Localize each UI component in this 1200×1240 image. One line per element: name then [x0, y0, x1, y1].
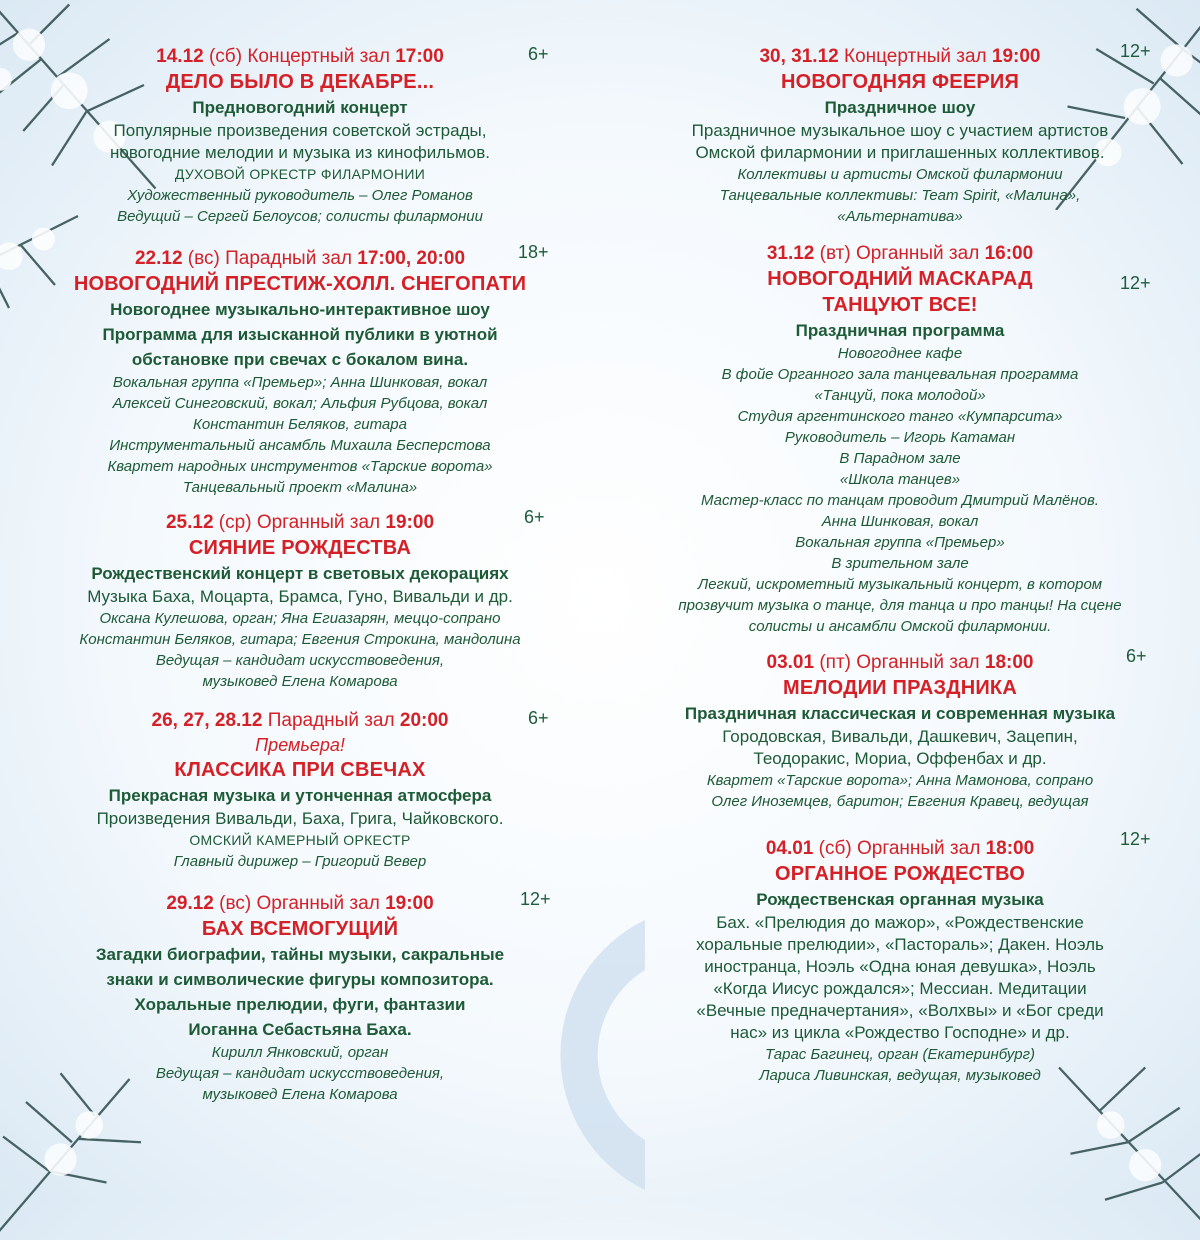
event-subtitle: обстановке при свечах с бокалом вина. [131, 350, 469, 369]
event-desc: «Когда Иисус рождался»; Мессиан. Медитации [713, 979, 1087, 998]
age-rating: 6+ [1126, 646, 1147, 666]
event-info: Алексей Синеговский, вокал; Альфия Рубцова, вокал [112, 395, 488, 412]
event-subtitle: Праздничная классическая и современная музыка [684, 704, 1116, 723]
event-desc: Теодоракис, Мориа, Оффенбах и др. [753, 749, 1047, 768]
event-info: Анна Шинковая, вокал [821, 513, 979, 530]
event-when: 31.12 (вт) Органный зал 16:00 [766, 243, 1034, 264]
event-subtitle: Предновогодний концерт [192, 98, 408, 117]
event-info: Ведущая – кандидат искусствоведения, [155, 1065, 445, 1082]
event-desc: «Вечные предначертания», «Волхвы» и «Бог среди [696, 1001, 1104, 1020]
event-info: «Альтернатива» [837, 208, 963, 225]
event-subtitle: Праздничное шоу [824, 98, 976, 117]
event-title: СИЯНИЕ РОЖДЕСТВА [188, 537, 412, 559]
event-when: 14.12 (сб) Концертный зал 17:00 [156, 46, 444, 67]
event-info: Тарас Багинец, орган (Екатеринбург) [764, 1046, 1036, 1063]
event-info: Новогоднее кафе [837, 345, 963, 362]
event-info: музыковед Елена Комарова [202, 1086, 398, 1103]
event-card [30, 708, 570, 872]
event-info: Мастер-класс по танцам проводит Дмитрий Малёнов. [701, 492, 1099, 509]
event-info: Художественный руководитель – Олег Романов [127, 187, 473, 204]
event-card [30, 44, 570, 227]
event-info: Константин Беляков, гитара [193, 416, 407, 433]
event-info: Олег Иноземцев, баритон; Евгения Кравец, ведущая [711, 793, 1089, 810]
event-info: Легкий, искрометный музыкальный концерт, в котором [697, 576, 1103, 593]
event-when: 22.12 (вс) Парадный зал 17:00, 20:00 [134, 248, 466, 269]
event-title: ОРГАННОЕ РОЖДЕСТВО [774, 863, 1026, 885]
event-info: прозвучит музыка о танце, для танца и про танцы! На сцене [678, 597, 1122, 614]
event-info: В зрительном зале [831, 555, 969, 572]
event-desc: новогодние мелодии и музыка из кинофильмов. [110, 143, 490, 162]
event-when: 25.12 (ср) Органный зал 19:00 [165, 512, 435, 533]
premiere-label: Премьера! [255, 735, 345, 755]
event-subtitle: Программа для изысканной публики в уютной [102, 325, 498, 344]
event-info: Руководитель – Игорь Катаман [784, 429, 1016, 446]
event-card [30, 891, 570, 1105]
event-desc: Популярные произведения советской эстрады, [113, 121, 487, 140]
event-info: Студия аргентинского танго «Кумпарсита» [737, 408, 1063, 425]
event-info: В Парадном зале [839, 450, 961, 467]
event-card [630, 829, 1170, 1086]
event-info: Константин Беляков, гитара; Евгения Строкина, мандолина [79, 631, 521, 648]
event-card [630, 646, 1170, 812]
event-title: НОВОГОДНИЙ МАСКАРАД [767, 268, 1033, 290]
event-subtitle: Хоральные прелюдии, фуги, фантазии [134, 995, 466, 1014]
event-when: 30, 31.12 Концертный зал 19:00 [759, 46, 1041, 67]
event-subtitle: Рождественский концерт в световых декорациях [91, 564, 509, 583]
age-rating: 6+ [524, 507, 545, 527]
event-info: В фойе Органного зала танцевальная программа [721, 366, 1079, 383]
event-info: Вокальная группа «Премьер»; Анна Шинковая, вокал [112, 374, 488, 391]
event-info: Инструментальный ансамбль Михаила Бесперстова [109, 437, 491, 454]
event-card [30, 507, 570, 692]
event-info: солисты и ансамбли Омской филармонии. [748, 618, 1052, 635]
event-subtitle: Рождественская органная музыка [756, 890, 1044, 909]
event-desc: Музыка Баха, Моцарта, Брамса, Гуно, Вивальди и др. [87, 587, 513, 606]
event-info: «Танцуй, пока молодой» [814, 387, 986, 404]
event-when: 29.12 (вс) Органный зал 19:00 [166, 893, 434, 914]
event-card [630, 41, 1170, 227]
event-desc: Праздничное музыкальное шоу с участием артистов [691, 121, 1109, 140]
age-rating: 6+ [528, 708, 549, 728]
event-info: «Школа танцев» [839, 471, 961, 488]
event-card [630, 241, 1170, 637]
event-subtitle: Загадки биографии, тайны музыки, сакральные [95, 945, 505, 964]
event-info: Танцевальный проект «Малина» [182, 479, 418, 496]
event-when: 03.01 (пт) Органный зал 18:00 [766, 652, 1034, 673]
event-info: Квартет народных инструментов «Тарские ворота» [107, 458, 493, 475]
event-title: НОВОГОДНИЙ ПРЕСТИЖ-ХОЛЛ. СНЕГОПАТИ [73, 273, 527, 295]
event-subtitle: Новогоднее музыкально-интерактивное шоу [110, 300, 490, 319]
event-desc: Произведения Вивальди, Баха, Грига, Чайковского. [96, 809, 504, 828]
event-info: Коллективы и артисты Омской филармонии [737, 166, 1063, 183]
event-title: ТАНЦУЮТ ВСЕ! [822, 294, 978, 316]
event-title: БАХ ВСЕМОГУЩИЙ [201, 918, 399, 940]
age-rating: 18+ [518, 242, 549, 262]
event-desc: иностранца, Ноэль «Одна юная девушка», Ноэль [704, 957, 1096, 976]
event-when: 04.01 (сб) Органный зал 18:00 [765, 838, 1035, 859]
event-subtitle: знаки и символические фигуры композитора. [106, 970, 494, 989]
event-info: Вокальная группа «Премьер» [795, 534, 1005, 551]
event-subtitle: Иоганна Себастьяна Баха. [188, 1020, 412, 1039]
age-rating: 12+ [1120, 273, 1151, 293]
event-desc: нас» из цикла «Рождество Господне» и др. [730, 1023, 1070, 1042]
age-rating: 6+ [528, 44, 549, 64]
event-when: 26, 27, 28.12 Парадный зал 20:00 [151, 710, 449, 731]
event-info: Лариса Ливинская, ведущая, музыковед [759, 1067, 1041, 1084]
event-info: Танцевальные коллективы: Team Spirit, «Малина», [719, 187, 1081, 204]
event-title: ДЕЛО БЫЛО В ДЕКАБРЕ... [165, 71, 435, 93]
event-info: музыковед Елена Комарова [202, 673, 398, 690]
age-rating: 12+ [1120, 41, 1151, 61]
event-subtitle: Прекрасная музыка и утонченная атмосфера [108, 786, 492, 805]
event-performer: ДУХОВОЙ ОРКЕСТР ФИЛАРМОНИИ [174, 166, 426, 182]
event-info: Квартет «Тарские ворота»; Анна Мамонова, сопрано [706, 772, 1094, 789]
event-subtitle: Праздничная программа [795, 321, 1005, 340]
age-rating: 12+ [520, 889, 551, 909]
event-info: Главный дирижер – Григорий Вевер [173, 853, 427, 870]
event-info: Оксана Кулешова, орган; Яна Егиазарян, меццо-сопрано [99, 610, 501, 627]
age-rating: 12+ [1120, 829, 1151, 849]
event-desc: Бах. «Прелюдия до мажор», «Рождественские [716, 913, 1084, 932]
event-info: Ведущая – кандидат искусствоведения, [155, 652, 445, 669]
event-desc: Омской филармонии и приглашенных коллективов. [695, 143, 1105, 162]
event-performer: ОМСКИЙ КАМЕРНЫЙ ОРКЕСТР [189, 832, 411, 848]
event-title: КЛАССИКА ПРИ СВЕЧАХ [174, 759, 426, 781]
event-card [30, 242, 570, 498]
event-title: НОВОГОДНЯЯ ФЕЕРИЯ [780, 71, 1020, 93]
event-desc: хоральные прелюдии», «Пастораль»; Дакен. Ноэль [696, 935, 1104, 954]
event-desc: Городовская, Вивальди, Дашкевич, Зацепин, [722, 727, 1078, 746]
event-title: МЕЛОДИИ ПРАЗДНИКА [783, 677, 1017, 699]
event-info: Ведущий – Сергей Белоусов; солисты филармонии [117, 208, 483, 225]
event-info: Кирилл Янковский, орган [211, 1044, 389, 1061]
